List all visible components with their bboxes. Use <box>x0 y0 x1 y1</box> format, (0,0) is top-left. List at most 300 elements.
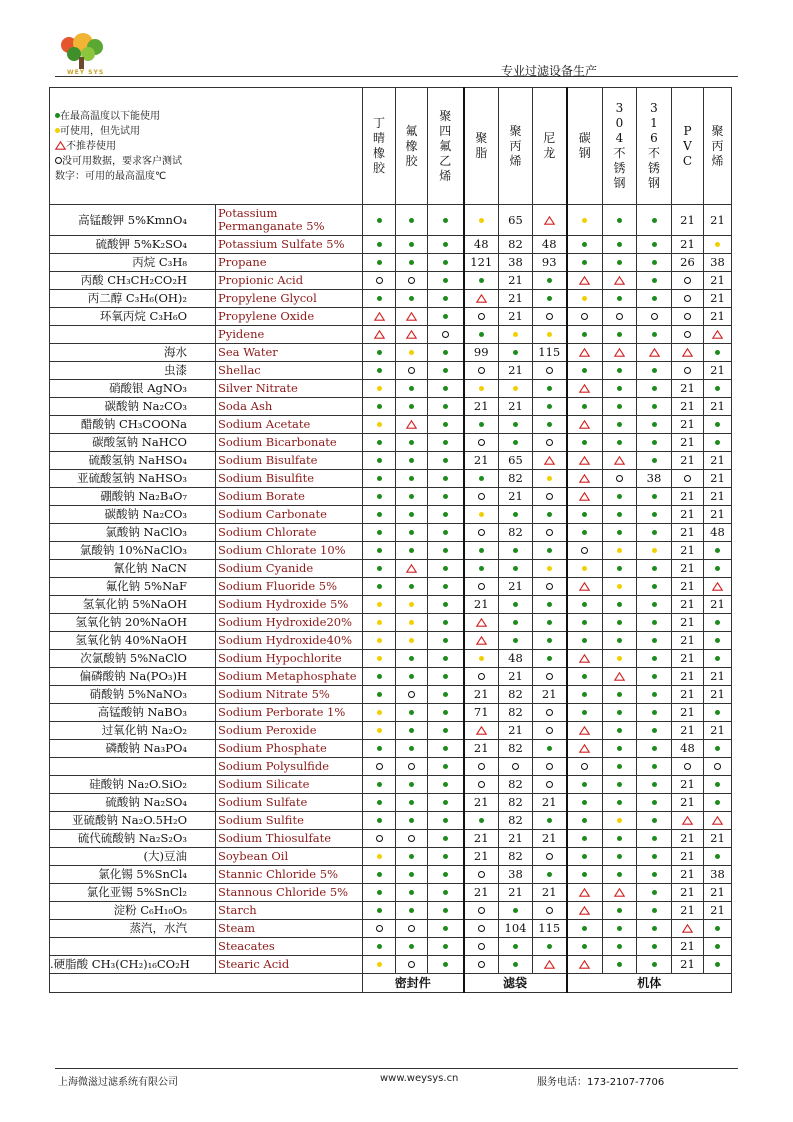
rating-cell <box>533 938 567 956</box>
table-row <box>50 434 732 452</box>
green-dot-icon <box>582 710 587 715</box>
rating-cell <box>363 866 396 884</box>
temperature-value: 21 <box>680 939 695 953</box>
rating-cell <box>499 434 533 452</box>
rating-cell <box>363 362 396 380</box>
temperature-value: 21 <box>473 453 489 467</box>
rating-cell <box>672 434 704 452</box>
yellow-dot-icon <box>409 602 414 607</box>
chemical-name-cn: 氰化钠 NaCN <box>50 560 216 578</box>
rating-cell <box>567 830 603 848</box>
green-dot-icon <box>617 494 622 499</box>
table-row <box>50 596 732 614</box>
rating-cell <box>428 596 464 614</box>
green-dot-icon <box>409 440 414 445</box>
table-row <box>50 812 732 830</box>
green-dot-icon <box>479 278 484 283</box>
table-row <box>50 758 732 776</box>
chemical-name-en: Sodium Metaphosphate <box>216 668 363 686</box>
green-dot-icon <box>652 242 657 247</box>
chemical-name-en: Sodium Bisulfite <box>216 470 363 488</box>
rating-cell <box>363 650 396 668</box>
chemical-name-cn: 碳酸钠 Na₂CO₃ <box>50 398 216 416</box>
table-row <box>50 884 732 902</box>
rating-cell <box>637 704 672 722</box>
rating-cell <box>637 542 672 560</box>
yellow-dot-icon <box>377 620 382 625</box>
rating-cell <box>637 205 672 236</box>
green-dot-icon <box>582 872 587 877</box>
rating-cell <box>464 578 499 596</box>
rating-cell <box>637 614 672 632</box>
rating-cell <box>637 596 672 614</box>
rating-cell <box>464 326 499 344</box>
material-header <box>428 88 464 205</box>
rating-cell <box>672 848 704 866</box>
rating-cell <box>428 686 464 704</box>
rating-cell <box>363 686 396 704</box>
table-row <box>50 524 732 542</box>
rating-cell <box>428 614 464 632</box>
triangle-icon <box>579 456 590 465</box>
green-dot-icon <box>443 602 448 607</box>
green-dot-icon <box>443 296 448 301</box>
chemical-name-cn: 虫漆 <box>50 362 216 380</box>
chemical-name-en: Sodium Chlorate <box>216 524 363 542</box>
green-dot-icon <box>443 404 448 409</box>
green-dot-icon <box>443 314 448 319</box>
green-dot-icon <box>377 548 382 553</box>
rating-cell <box>428 308 464 326</box>
temperature-value: 21 <box>710 903 725 917</box>
chemical-name-cn: 硫代硫酸钠 Na₂S₂O₃ <box>50 830 216 848</box>
circle-icon <box>546 781 553 788</box>
temperature-value: 21 <box>508 399 523 413</box>
rating-cell <box>603 290 637 308</box>
circle-icon <box>546 493 553 500</box>
table-row <box>50 506 732 524</box>
chemical-name-cn: 氢氧化钠 20%NaOH <box>50 614 216 632</box>
temperature-value: 21 <box>710 831 725 845</box>
rating-cell <box>499 380 533 398</box>
rating-cell <box>499 848 533 866</box>
rating-cell <box>396 362 428 380</box>
green-dot-icon <box>652 530 657 535</box>
rating-cell <box>567 205 603 236</box>
company-logo <box>55 33 117 77</box>
temperature-value: 21 <box>508 273 523 287</box>
rating-cell <box>704 614 732 632</box>
rating-cell <box>363 902 396 920</box>
table-row <box>50 470 732 488</box>
table-row <box>50 848 732 866</box>
rating-cell <box>499 650 533 668</box>
temperature-value: 21 <box>680 615 695 629</box>
rating-cell <box>637 506 672 524</box>
temperature-value: 21 <box>680 507 695 521</box>
rating-cell <box>533 632 567 650</box>
rating-cell <box>637 362 672 380</box>
green-dot-icon <box>652 278 657 283</box>
green-dot-icon <box>652 296 657 301</box>
rating-cell <box>464 596 499 614</box>
table-row <box>50 866 732 884</box>
green-dot-icon <box>479 818 484 823</box>
rating-cell <box>363 488 396 506</box>
green-dot-icon <box>582 404 587 409</box>
circle-icon <box>478 907 485 914</box>
rating-cell <box>499 344 533 362</box>
rating-cell <box>637 650 672 668</box>
rating-cell <box>464 380 499 398</box>
table-row <box>50 776 732 794</box>
green-dot-icon <box>582 530 587 535</box>
green-dot-icon <box>652 800 657 805</box>
green-dot-icon <box>582 818 587 823</box>
rating-cell <box>672 236 704 254</box>
green-dot-icon <box>715 944 720 949</box>
rating-cell <box>428 524 464 542</box>
rating-cell <box>464 416 499 434</box>
triangle-icon <box>579 384 590 393</box>
rating-cell <box>603 596 637 614</box>
green-dot-icon <box>443 218 448 223</box>
rating-cell <box>396 920 428 938</box>
rating-cell <box>603 740 637 758</box>
temperature-value: 21 <box>680 579 695 593</box>
temperature-value: 82 <box>508 777 523 791</box>
rating-cell <box>704 578 732 596</box>
rating-cell <box>567 290 603 308</box>
rating-cell <box>637 560 672 578</box>
rating-cell <box>672 542 704 560</box>
green-dot-icon <box>652 404 657 409</box>
rating-cell <box>533 848 567 866</box>
rating-cell <box>428 650 464 668</box>
material-header <box>533 88 567 205</box>
table-row <box>50 344 732 362</box>
temperature-value: 21 <box>680 489 695 503</box>
rating-cell <box>428 344 464 362</box>
rating-cell <box>464 614 499 632</box>
circle-icon <box>408 763 415 770</box>
rating-cell <box>396 488 428 506</box>
chemical-name-cn: 亚硫酸氢钠 NaHSO₃ <box>50 470 216 488</box>
rating-cell <box>396 740 428 758</box>
rating-cell <box>464 362 499 380</box>
chemical-name-en: Sodium Borate <box>216 488 363 506</box>
rating-cell <box>672 722 704 740</box>
temperature-value: 21 <box>680 885 695 899</box>
circle-icon <box>478 493 485 500</box>
rating-cell <box>533 614 567 632</box>
rating-cell <box>363 794 396 812</box>
rating-cell <box>567 416 603 434</box>
green-dot-icon <box>377 512 382 517</box>
table-row <box>50 902 732 920</box>
rating-cell <box>363 452 396 470</box>
rating-cell <box>567 686 603 704</box>
rating-cell <box>603 398 637 416</box>
green-dot-icon <box>409 242 414 247</box>
green-dot-icon <box>582 242 587 247</box>
rating-cell <box>704 596 732 614</box>
rating-cell <box>464 722 499 740</box>
green-dot-icon <box>409 584 414 589</box>
circle-icon <box>546 313 553 320</box>
chemical-name-en: Pyidene <box>216 326 363 344</box>
chemical-name-en: Sodium Cyanide <box>216 560 363 578</box>
green-dot-icon <box>547 602 552 607</box>
green-dot-icon <box>715 746 720 751</box>
chemical-name-en: Sodium Sulfate <box>216 794 363 812</box>
rating-cell <box>533 596 567 614</box>
green-dot-icon <box>443 890 448 895</box>
green-dot-icon <box>652 854 657 859</box>
rating-cell <box>464 488 499 506</box>
yellow-dot-icon <box>617 818 622 823</box>
rating-cell <box>464 704 499 722</box>
rating-cell <box>567 596 603 614</box>
rating-cell <box>363 632 396 650</box>
chemical-name-cn: .硬脂酸 CH₃(CH₂)₁₆CO₂H <box>50 956 216 974</box>
temperature-value: 115 <box>538 921 561 935</box>
rating-cell <box>363 848 396 866</box>
table-row <box>50 398 732 416</box>
rating-cell <box>464 668 499 686</box>
rating-cell <box>704 866 732 884</box>
green-dot-icon <box>377 404 382 409</box>
rating-cell <box>363 290 396 308</box>
table-row <box>50 686 732 704</box>
temperature-value: 21 <box>680 399 695 413</box>
rating-cell <box>704 236 732 254</box>
chemical-name-cn: 硫酸氢钠 NaHSO₄ <box>50 452 216 470</box>
temperature-value: 99 <box>473 345 489 359</box>
yellow-dot-icon <box>513 386 518 391</box>
green-dot-icon <box>443 548 448 553</box>
circle-icon <box>616 475 623 482</box>
green-dot-icon <box>443 944 448 949</box>
green-dot-icon <box>513 908 518 913</box>
triangle-icon <box>579 348 590 357</box>
green-dot-icon <box>617 602 622 607</box>
temperature-value: 38 <box>646 471 662 485</box>
green-dot-icon <box>617 782 622 787</box>
green-dot-icon <box>652 944 657 949</box>
chemical-name-en: Starch <box>216 902 363 920</box>
rating-cell <box>464 686 499 704</box>
green-dot-icon <box>652 422 657 427</box>
chemical-name-cn: 丙烷 C₃H₈ <box>50 254 216 272</box>
triangle-icon <box>579 960 590 969</box>
rating-cell <box>499 614 533 632</box>
temperature-value: 21 <box>680 957 695 971</box>
rating-cell <box>672 668 704 686</box>
rating-cell <box>704 416 732 434</box>
rating-cell <box>499 812 533 830</box>
rating-cell <box>464 866 499 884</box>
circle-icon <box>478 763 485 770</box>
green-dot-icon <box>377 368 382 373</box>
rating-cell <box>603 884 637 902</box>
rating-cell <box>704 205 732 236</box>
chemical-name-cn: 氯酸钠 10%NaClO₃ <box>50 542 216 560</box>
chemical-name-cn: 淀粉 C₆H₁₀O₅ <box>50 902 216 920</box>
rating-cell <box>533 205 567 236</box>
green-dot-icon <box>715 548 720 553</box>
green-dot-icon <box>547 638 552 643</box>
rating-cell <box>567 902 603 920</box>
rating-cell <box>363 236 396 254</box>
chemical-name-en: Stearic Acid <box>216 956 363 974</box>
rating-cell <box>499 920 533 938</box>
rating-cell <box>499 205 533 236</box>
rating-cell <box>567 326 603 344</box>
footer-company: 上海微滋过滤系统有限公司 <box>58 1077 178 1088</box>
green-dot-icon <box>377 242 382 247</box>
green-dot-icon <box>409 782 414 787</box>
triangle-icon <box>614 276 625 285</box>
table-row <box>50 956 732 974</box>
chemical-name-en: Sea Water <box>216 344 363 362</box>
rating-cell <box>704 776 732 794</box>
rating-cell <box>672 758 704 776</box>
rating-cell <box>704 308 732 326</box>
green-dot-icon <box>715 350 720 355</box>
rating-cell <box>567 956 603 974</box>
rating-cell <box>603 326 637 344</box>
rating-cell <box>464 758 499 776</box>
chemical-name-cn: 高锰酸钠 NaBO₃ <box>50 704 216 722</box>
rating-cell <box>672 344 704 362</box>
green-dot-icon <box>652 710 657 715</box>
circle-icon <box>478 313 485 320</box>
rating-cell <box>533 506 567 524</box>
green-dot-icon <box>617 512 622 517</box>
chemical-name-en: Sodium Fluoride 5% <box>216 578 363 596</box>
green-dot-icon <box>377 692 382 697</box>
table-row <box>50 614 732 632</box>
rating-cell <box>464 920 499 938</box>
rating-cell <box>428 470 464 488</box>
green-dot-icon <box>617 962 622 967</box>
rating-cell <box>704 704 732 722</box>
rating-cell <box>533 650 567 668</box>
rating-cell <box>428 434 464 452</box>
table-row <box>50 632 732 650</box>
rating-cell <box>603 812 637 830</box>
rating-cell <box>603 830 637 848</box>
chemical-name-en: Steacates <box>216 938 363 956</box>
rating-cell <box>637 740 672 758</box>
circle-icon <box>581 547 588 554</box>
green-dot-icon <box>617 638 622 643</box>
rating-cell <box>533 830 567 848</box>
yellow-dot-icon <box>513 332 518 337</box>
green-dot-icon <box>617 926 622 931</box>
rating-cell <box>567 632 603 650</box>
green-dot-icon <box>547 944 552 949</box>
green-dot-icon <box>617 260 622 265</box>
green-dot-icon <box>443 458 448 463</box>
rating-cell <box>533 452 567 470</box>
rating-cell <box>567 452 603 470</box>
green-dot-icon <box>617 440 622 445</box>
rating-cell <box>428 704 464 722</box>
yellow-dot-icon <box>582 296 587 301</box>
temperature-value: 121 <box>470 255 493 269</box>
rating-cell <box>672 614 704 632</box>
rating-cell <box>637 254 672 272</box>
triangle-icon <box>614 456 625 465</box>
triangle-icon <box>406 420 417 429</box>
rating-cell <box>533 326 567 344</box>
green-dot-icon <box>479 332 484 337</box>
yellow-dot-icon <box>377 602 382 607</box>
green-dot-icon <box>409 818 414 823</box>
chemical-name-cn <box>50 758 216 776</box>
rating-cell <box>396 542 428 560</box>
green-dot-icon <box>582 638 587 643</box>
table-row <box>50 830 732 848</box>
rating-cell <box>603 632 637 650</box>
rating-cell <box>428 776 464 794</box>
temperature-value: 21 <box>680 453 695 467</box>
rating-cell <box>396 205 428 236</box>
rating-cell <box>499 722 533 740</box>
temperature-value: 21 <box>473 795 489 809</box>
rating-cell <box>363 524 396 542</box>
triangle-icon <box>614 672 625 681</box>
circle-icon <box>478 583 485 590</box>
rating-cell <box>704 794 732 812</box>
chemical-name-en: Propylene Glycol <box>216 290 363 308</box>
rating-cell <box>567 812 603 830</box>
temperature-value: 65 <box>508 453 523 467</box>
circle-icon <box>55 157 62 164</box>
rating-cell <box>704 506 732 524</box>
rating-cell <box>672 362 704 380</box>
circle-icon <box>478 943 485 950</box>
green-dot-icon <box>652 764 657 769</box>
rating-cell <box>428 578 464 596</box>
triangle-icon <box>544 216 555 225</box>
circle-icon <box>546 367 553 374</box>
temperature-value: 21 <box>680 543 695 557</box>
rating-cell <box>428 290 464 308</box>
green-dot-icon <box>377 458 382 463</box>
chemical-name-cn: 氯酸钠 NaClO₃ <box>50 524 216 542</box>
green-dot-icon <box>652 782 657 787</box>
rating-cell <box>363 542 396 560</box>
legend-text: 在最高温度以下能使用 <box>60 110 160 122</box>
yellow-dot-icon <box>479 656 484 661</box>
rating-cell <box>533 776 567 794</box>
rating-cell <box>672 704 704 722</box>
temperature-value: 21 <box>680 561 695 575</box>
rating-cell <box>396 290 428 308</box>
rating-cell <box>363 416 396 434</box>
temperature-value: 82 <box>508 471 523 485</box>
rating-cell <box>499 758 533 776</box>
rating-cell <box>704 722 732 740</box>
rating-cell <box>363 560 396 578</box>
temperature-value: 21 <box>680 795 695 809</box>
green-dot-icon <box>652 908 657 913</box>
rating-cell <box>464 740 499 758</box>
temperature-value: 21 <box>680 212 695 227</box>
